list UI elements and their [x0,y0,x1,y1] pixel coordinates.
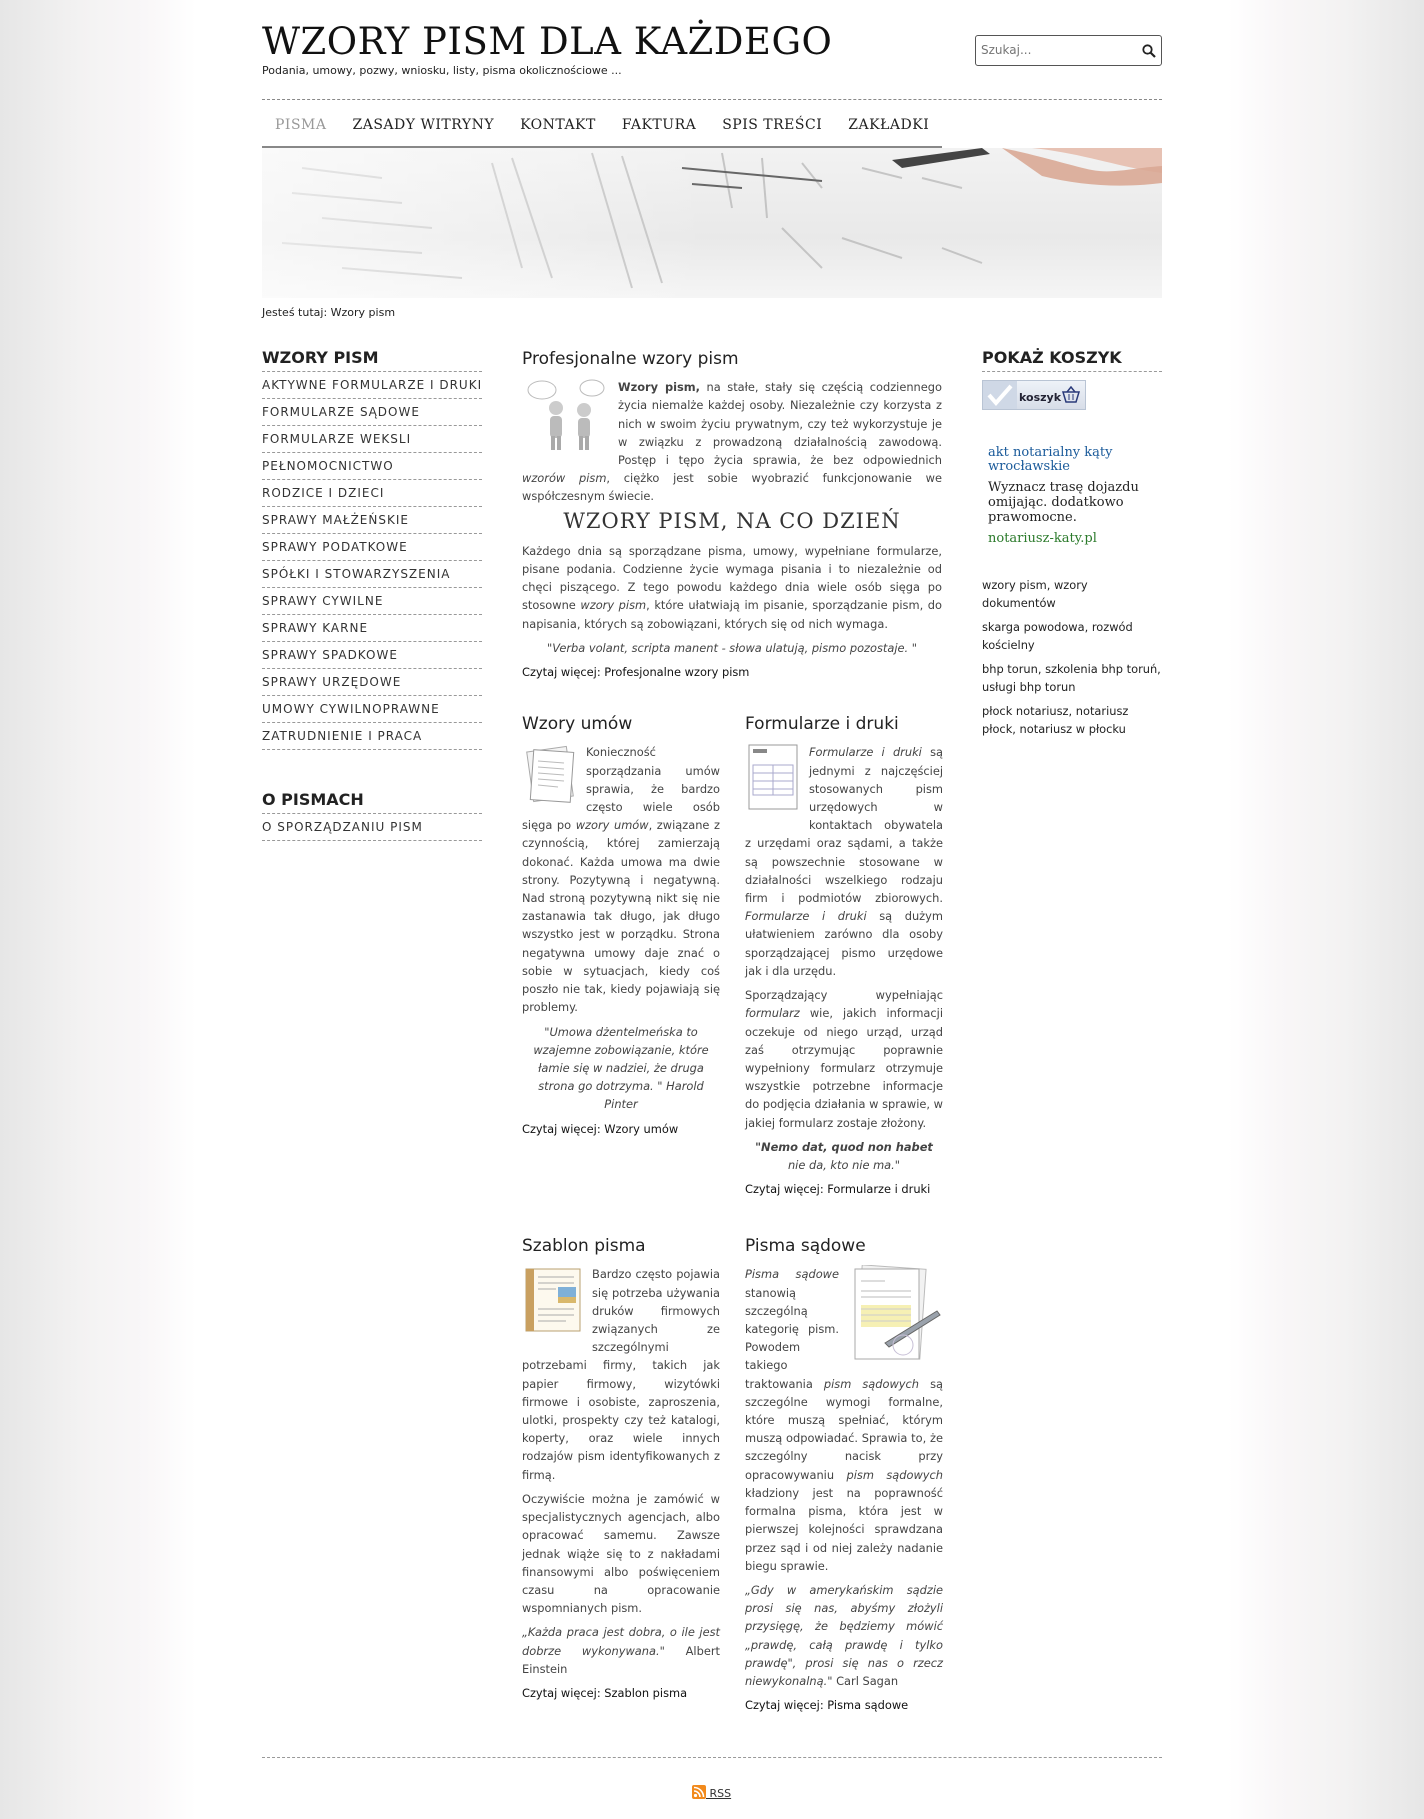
sidebar-item-aktywne[interactable]: AKTYWNE FORMULARZE I DRUKI [262,372,482,399]
formularze-em-3: formularz [745,1006,800,1021]
intro-text: na stałe, stały się częścią codziennego życia niemalże każdej osoby. Niezależnie czy korzysta z nich w swoim życiu prywatnym, czy też wykorzystuje je w związku z prowadzoną działalnością zawodową. Postęp i tępo życia sprawia, że bez odpowiednich [618,380,942,468]
subheading: WZORY PISM, NA CO DZIEŃ [563,508,901,533]
cart-button[interactable] [982,380,1086,410]
sadowe-em: Pisma sądowe [745,1267,839,1282]
article-title[interactable]: Profesjonalne wzory pism [522,349,739,369]
formularze-quote: nie da, kto nie ma." [787,1157,901,1172]
cart-heading: POKAŻ KOSZYK [982,346,1162,372]
umowy-quote: "Umowa dżentelmeńska to wzajemne zobowiązanie, które łamie się w nadziei, że druga strona go dotrzyma. [533,1024,709,1094]
formularze-em: Formularze i druki [809,745,922,760]
sidebar-item-sporzadzanie[interactable]: O SPORZĄDZANIU PISM [262,814,482,841]
intro-text-2-end: , które ułatwiają im pisanie, sporządzanie pism, do napisania, których są zobowiązani, których się od nich wymaga. [522,598,942,631]
sidebar-item-karne[interactable]: SPRAWY KARNE [262,615,482,642]
brochure-image [522,1265,584,1338]
sidebar-item-umowy[interactable]: UMOWY CYWILNOPRAWNE [262,696,482,723]
umowy-em: wzory umów [575,818,649,833]
sidebar-item-rodzice[interactable]: RODZICE I DZIECI [262,480,482,507]
rss-label: RSS [709,1787,732,1800]
checkmark-icon [983,381,1017,409]
article-title[interactable]: Formularze i druki [745,714,899,735]
intro-text-end: , ciężko jest sobie wyobrazić funkcjonowanie we współczesnym świecie. [522,471,943,504]
page [196,0,1228,1819]
intro-em-2: wzory pism [580,598,647,613]
form-document-image [745,743,801,816]
search-box [975,35,1162,66]
sidebar-item-spolki[interactable]: SPÓŁKI I STOWARZYSZENIA [262,561,482,588]
sidebar-item-cywilne[interactable]: SPRAWY CYWILNE [262,588,482,615]
sadowe-text-end: kładziony jest na poprawność formalna pisma, która jest w pierwszej kolejności sprawdzana przez sąd i od niej zależy nadanie biegu sprawie. [745,1485,943,1573]
link-item[interactable]: wzory pism, wzory dokumentów [982,578,1088,610]
read-more-link[interactable]: Czytaj więcej: Pisma sądowe [745,1698,909,1713]
rss-link[interactable] [692,1785,731,1800]
article-title[interactable]: Szablon pisma [522,1236,646,1257]
site-header [262,0,1162,100]
szablon-quote-author: Albert Einstein [522,1643,720,1676]
article-umowy [522,715,720,1143]
main-nav [262,99,1162,149]
sadowe-quote: „Gdy w amerykańskim sądzie prosi się nas, abyśmy złożyli przysięgę, że będziemy mówić „prawdę, całą prawdę i tylko prawdę", prosi się nas o rzecz niewykonalną." [745,1582,943,1688]
formularze-text-end: są dużym ułatwieniem zarówno dla osoby sporządzającej pismo urzędowe jak i dla urzędu. [745,909,943,978]
people-talking-image [522,378,610,459]
umowy-text-end: , związane z czynnością, której zamierzają dokonać. Każda umowa ma dwie strony. Pozytywną i negatywną. Nad stroną pozytywną nikt się nie zastanawia tak długo, jak długo wszystko jest w porządku. Strona negatywna umowy daje znać o sobie w sytuacjach, kiedy coś poszło nie tak, kiedy pojawiają się problemy. [522,818,720,1015]
nav-item-zasady[interactable]: ZASADY WITRYNY [340,100,508,148]
szablon-text-2: Oczywiście można je zamówić w specjalistycznych agencjach, albo opracować samemu. Zawsze jednak wiąże się to z nakładami finansowymi albo poświęceniem czasu na opracowanie wspomnianych pism. [522,1491,720,1616]
ad-url[interactable]: notariusz-katy.pl [988,531,1097,546]
read-more-link[interactable]: Czytaj więcej: Profesjonalne wzory pism [522,665,750,680]
sadowe-text-mid: są szczególne wymogi formalne, które muszą spełniać, którym muszą odpowiadać. Sprawia to, że szczególny nacisk przy opracowywaniu [745,1376,943,1482]
sidebar-item-urzedowe[interactable]: SPRAWY URZĘDOWE [262,669,482,696]
formularze-quote-bold: "Nemo dat, quod non habet [755,1139,933,1154]
sidebar-item-weksle[interactable]: FORMULARZE WEKSLI [262,426,482,453]
lead-bold: Wzory pism, [618,380,700,395]
sidebar-heading-wzory: WZORY PISM [262,346,482,372]
header-banner-image [262,148,1162,298]
rss-icon [692,1785,706,1799]
read-more-link[interactable]: Czytaj więcej: Szablon pisma [522,1685,688,1700]
sidebar-item-zatrudnienie[interactable]: ZATRUDNIENIE I PRACA [262,723,482,750]
link-item[interactable]: bhp torun, szkolenia bhp toruń, usługi bhp torun [982,662,1161,694]
ad-text: Wyznacz trasę dojazdu omijając. dodatkowo prawomocne. [988,480,1139,525]
cart-label: koszyk [1019,391,1062,404]
sidebar-item-pelnomocnictwo[interactable]: PEŁNOMOCNICTWO [262,453,482,480]
formularze-text-2-end: wie, jakich informacji oczekuje od niego urząd, urząd zaś otrzymując poprawnie wypełniony formularz otrzymuje wszystkie potrzebne informacje do podjęcia działania w sprawie, w jakiej formularz zostaje złożony. [745,1006,943,1130]
ad-title[interactable]: akt notarialny kąty wrocławskie [988,445,1113,474]
sadowe-text: stanowią szczególną kategorię pism. Powodem takiego traktowania [745,1285,839,1391]
nav-item-faktura[interactable]: FAKTURA [609,100,709,148]
umowy-quote-author: " Harold Pinter [604,1079,704,1112]
article-szablon [522,1237,720,1708]
search-input[interactable] [981,43,1131,57]
article-title[interactable]: Wzory umów [522,714,633,735]
sidebar-heading-o-pismach: O PISMACH [262,788,482,814]
left-sidebar [262,346,482,841]
nav-item-kontakt[interactable]: KONTAKT [507,100,609,148]
basket-icon [1061,386,1081,404]
article-sadowe [745,1237,943,1720]
site-tagline: Podania, umowy, pozwy, wniosku, listy, pisma okolicznościowe ... [262,64,622,77]
sidebar-item-sadowe[interactable]: FORMULARZE SĄDOWE [262,399,482,426]
formularze-text: są jednymi z najczęściej stosowanych pism urzędowych w kontaktach obywatela z urzędami oraz sądami, a także są powszechnie stosowane w działalności wszelkiego rodzaju firm i podmiotów zbiorowych. [745,745,943,906]
sadowe-quote-author: Carl Sagan [832,1673,899,1688]
nav-item-pisma[interactable]: PISMA [262,100,340,148]
sidebar-item-malzenskie[interactable]: SPRAWY MAŁŻEŃSKIE [262,507,482,534]
article-intro [522,350,942,681]
sadowe-em-2: pism sądowych [823,1376,920,1391]
intro-text-2: Każdego dnia są sporządzane pisma, umowy, wypełniane formularze, pisane podania. Codzienne życie wymaga pisania i to niezależnie od chęci piszącego. Z tego powodu każdego dnia wiele osób sięga po stosowne [522,543,942,613]
nav-item-zakladki[interactable]: ZAKŁADKI [835,100,942,148]
article-formularze [745,715,943,1204]
formularze-em-2: Formularze i druki [745,909,867,924]
sidebar-item-spadkowe[interactable]: SPRAWY SPADKOWE [262,642,482,669]
main-content [522,349,943,1713]
szablon-text: Bardzo często pojawia się potrzeba używania druków firmowych związanych ze szczególnymi potrzebami firmy, takich jak papier firmowy, wizytówki firmowe i osobiste, zaproszenia, ulotki, prospekty czy też katalogi, koperty, oraz wiele innych rodzajów pism identyfikowanych z firmą. [522,1267,720,1482]
contract-document-image [522,743,578,810]
nav-item-spis[interactable]: SPIS TREŚCI [709,100,835,148]
article-title[interactable]: Pisma sądowe [745,1236,866,1257]
site-title[interactable]: WZORY PISM DLA KAŻDEGO [262,20,833,63]
right-sidebar [982,346,1162,744]
sponsored-links [982,576,1162,738]
intro-em: wzorów pism [522,471,607,486]
sadowe-em-3: pism sądowych [846,1467,943,1482]
szablon-quote: „Każda praca jest dobra, o ile jest dobrze wykonywana." [522,1625,720,1658]
link-item[interactable]: skarga powodowa, rozwód kościelny [982,620,1133,652]
read-more-link[interactable]: Czytaj więcej: Formularze i druki [745,1182,931,1197]
breadcrumb: Jesteś tutaj: Wzory pism [262,306,396,319]
text-ad[interactable] [982,446,1162,546]
document-with-pen-image [845,1265,943,1370]
umowy-text: Konieczność sporządzania umów sprawia, że bardzo często wiele osób sięga po [522,745,720,833]
intro-quote: "Verba volant, scripta manent - słowa ulatują, pismo pozostaje. " [546,640,918,655]
footer [262,1757,1162,1808]
sidebar-item-podatkowe[interactable]: SPRAWY PODATKOWE [262,534,482,561]
formularze-text-2: Sporządzający wypełniając [745,988,943,1003]
search-icon[interactable] [1141,43,1157,59]
link-item[interactable]: płock notariusz, notariusz płock, notariusz w płocku [982,704,1129,736]
read-more-link[interactable]: Czytaj więcej: Wzory umów [522,1121,679,1136]
